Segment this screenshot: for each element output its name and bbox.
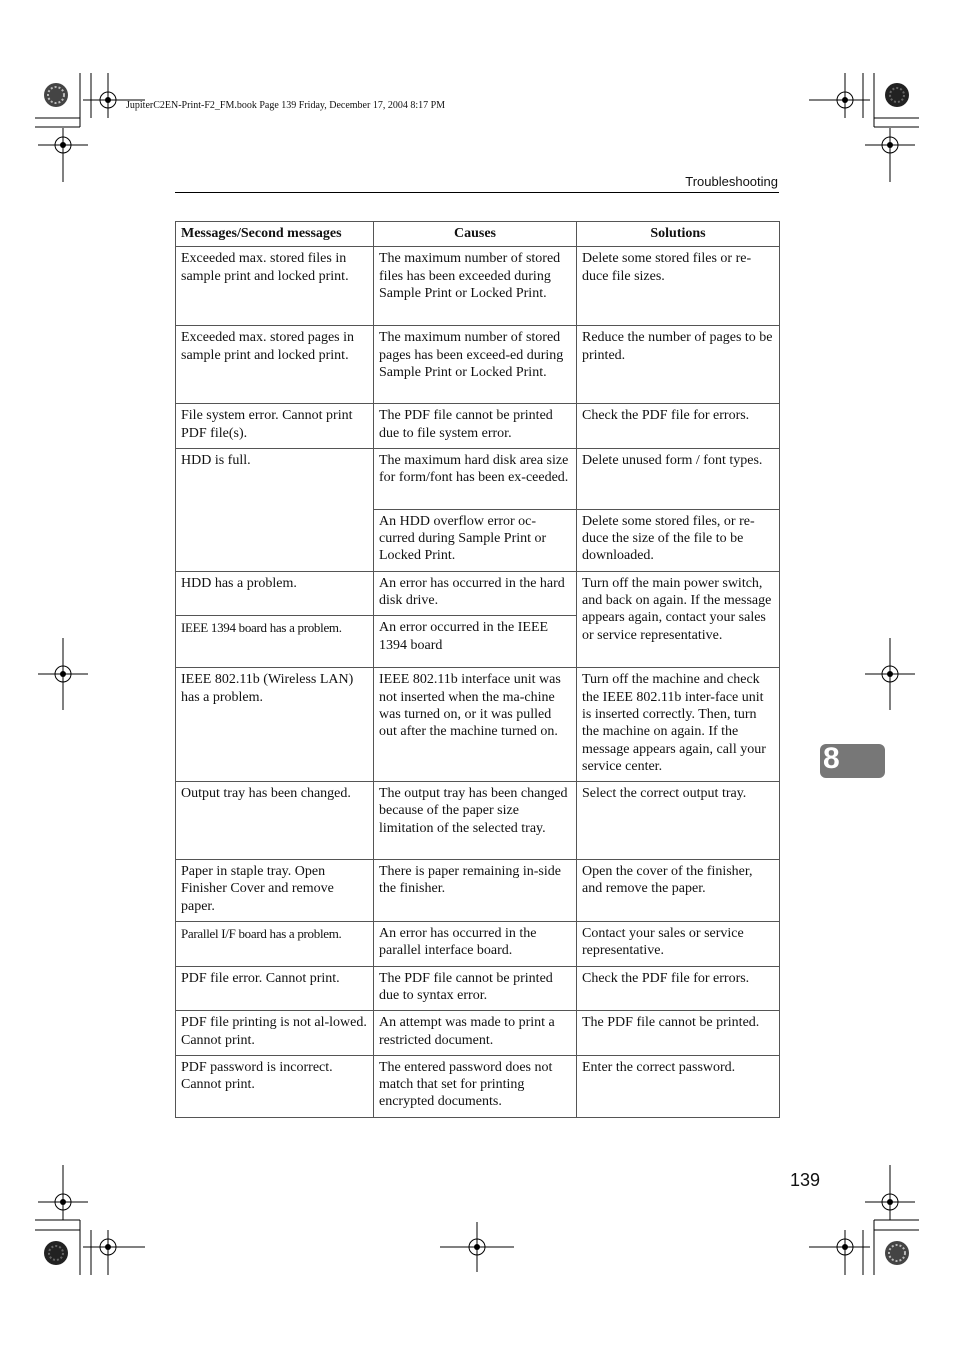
solution-cell: Enter the correct password.: [577, 1055, 780, 1117]
solution-cell: Open the cover of the finisher, and remove the paper.: [577, 860, 780, 922]
table-row: [176, 1055, 780, 1117]
table-row: [176, 247, 780, 326]
table-row: [176, 860, 780, 922]
message-cell: Exceeded max. stored pages in sample print and locked print.: [176, 326, 374, 404]
table-row: [176, 448, 780, 509]
solution-cell: Delete some stored files or re-duce file sizes.: [577, 247, 780, 326]
page-number: 139: [790, 1170, 821, 1190]
message-cell: File system error. Cannot print PDF file(s).: [176, 404, 374, 449]
header-solutions: Solutions: [577, 222, 780, 247]
table-row: [176, 1011, 780, 1056]
troubleshooting-table: [175, 221, 780, 1118]
message-text: IEEE 1394 board has a problem.: [181, 620, 342, 636]
message-cell: HDD is full.: [176, 448, 374, 571]
solution-cell: Check the PDF file for errors.: [577, 966, 780, 1011]
solution-cell: Reduce the number of pages to be printed.: [577, 326, 780, 404]
cause-cell: The maximum hard disk area size for form/font has been ex-ceeded.: [374, 448, 577, 509]
cause-cell: The maximum number of stored files has been exceeded during Sample Print or Locked Print.: [374, 247, 577, 326]
message-cell: Exceeded max. stored files in sample print and locked print.: [176, 247, 374, 326]
cause-cell: There is paper remaining in-side the finisher.: [374, 860, 577, 922]
table-row: [176, 404, 780, 449]
chapter-tab: [820, 744, 885, 778]
table-row: [176, 668, 780, 782]
solution-cell: Contact your sales or service representative.: [577, 922, 780, 967]
cause-cell: An error occurred in the IEEE 1394 board: [374, 616, 577, 668]
solution-cell: Delete unused form / font types.: [577, 448, 780, 509]
solution-cell: Select the correct output tray.: [577, 782, 780, 860]
chapter-number: 8: [823, 742, 840, 775]
header-messages: Messages/Second messages: [176, 222, 374, 247]
table-row: [176, 571, 780, 616]
solution-cell: Check the PDF file for errors.: [577, 404, 780, 449]
table-row: [176, 922, 780, 967]
table-row: [176, 782, 780, 860]
cause-cell: An error has occurred in the parallel interface board.: [374, 922, 577, 967]
message-text: Parallel I/F board has a problem.: [181, 926, 342, 942]
message-cell: PDF file printing is not al-lowed. Cannot print.: [176, 1011, 374, 1056]
header-causes: Causes: [374, 222, 577, 247]
section-title: Troubleshooting: [685, 174, 778, 189]
cause-cell: An attempt was made to print a restricted document.: [374, 1011, 577, 1056]
message-cell: Output tray has been changed.: [176, 782, 374, 860]
message-cell: [176, 922, 374, 967]
message-cell: HDD has a problem.: [176, 571, 374, 616]
cause-cell: An HDD overflow error oc-curred during Sample Print or Locked Print.: [374, 509, 577, 571]
cause-cell: The entered password does not match that set for printing encrypted documents.: [374, 1055, 577, 1117]
cause-cell: The maximum number of stored pages has been exceed-ed during Sample Print or Locked Print.: [374, 326, 577, 404]
solution-cell: Delete some stored files, or re-duce the size of the file to be downloaded.: [577, 509, 780, 571]
print-job-info: JupiterC2EN-Print-F2_FM.book Page 139 Friday, December 17, 2004 8:17 PM: [126, 100, 446, 111]
solution-cell: The PDF file cannot be printed.: [577, 1011, 780, 1056]
message-cell: PDF file error. Cannot print.: [176, 966, 374, 1011]
message-cell: IEEE 802.11b (Wireless LAN) has a problem.: [176, 668, 374, 782]
solution-cell: Turn off the main power switch, and back on again. If the message appears again, contact your sales or service representative.: [577, 571, 780, 668]
cause-cell: The PDF file cannot be printed due to syntax error.: [374, 966, 577, 1011]
message-cell: PDF password is incorrect. Cannot print.: [176, 1055, 374, 1117]
cause-cell: The output tray has been changed because of the paper size limitation of the selected tray.: [374, 782, 577, 860]
table-row: [176, 326, 780, 404]
cause-cell: An error has occurred in the hard disk drive.: [374, 571, 577, 616]
table-row: [176, 966, 780, 1011]
solution-cell: Turn off the machine and check the IEEE 802.11b inter-face unit is inserted correctly. Then, turn the machine on again. If the message appears again, call your service center.: [577, 668, 780, 782]
header-rule: [175, 192, 779, 193]
message-cell: [176, 616, 374, 668]
message-cell: Paper in staple tray. Open Finisher Cover and remove paper.: [176, 860, 374, 922]
cause-cell: The PDF file cannot be printed due to file system error.: [374, 404, 577, 449]
table-header-row: [176, 222, 780, 247]
cause-cell: IEEE 802.11b interface unit was not inserted when the ma-chine was turned on, or it was pulled out after the machine turned on.: [374, 668, 577, 782]
